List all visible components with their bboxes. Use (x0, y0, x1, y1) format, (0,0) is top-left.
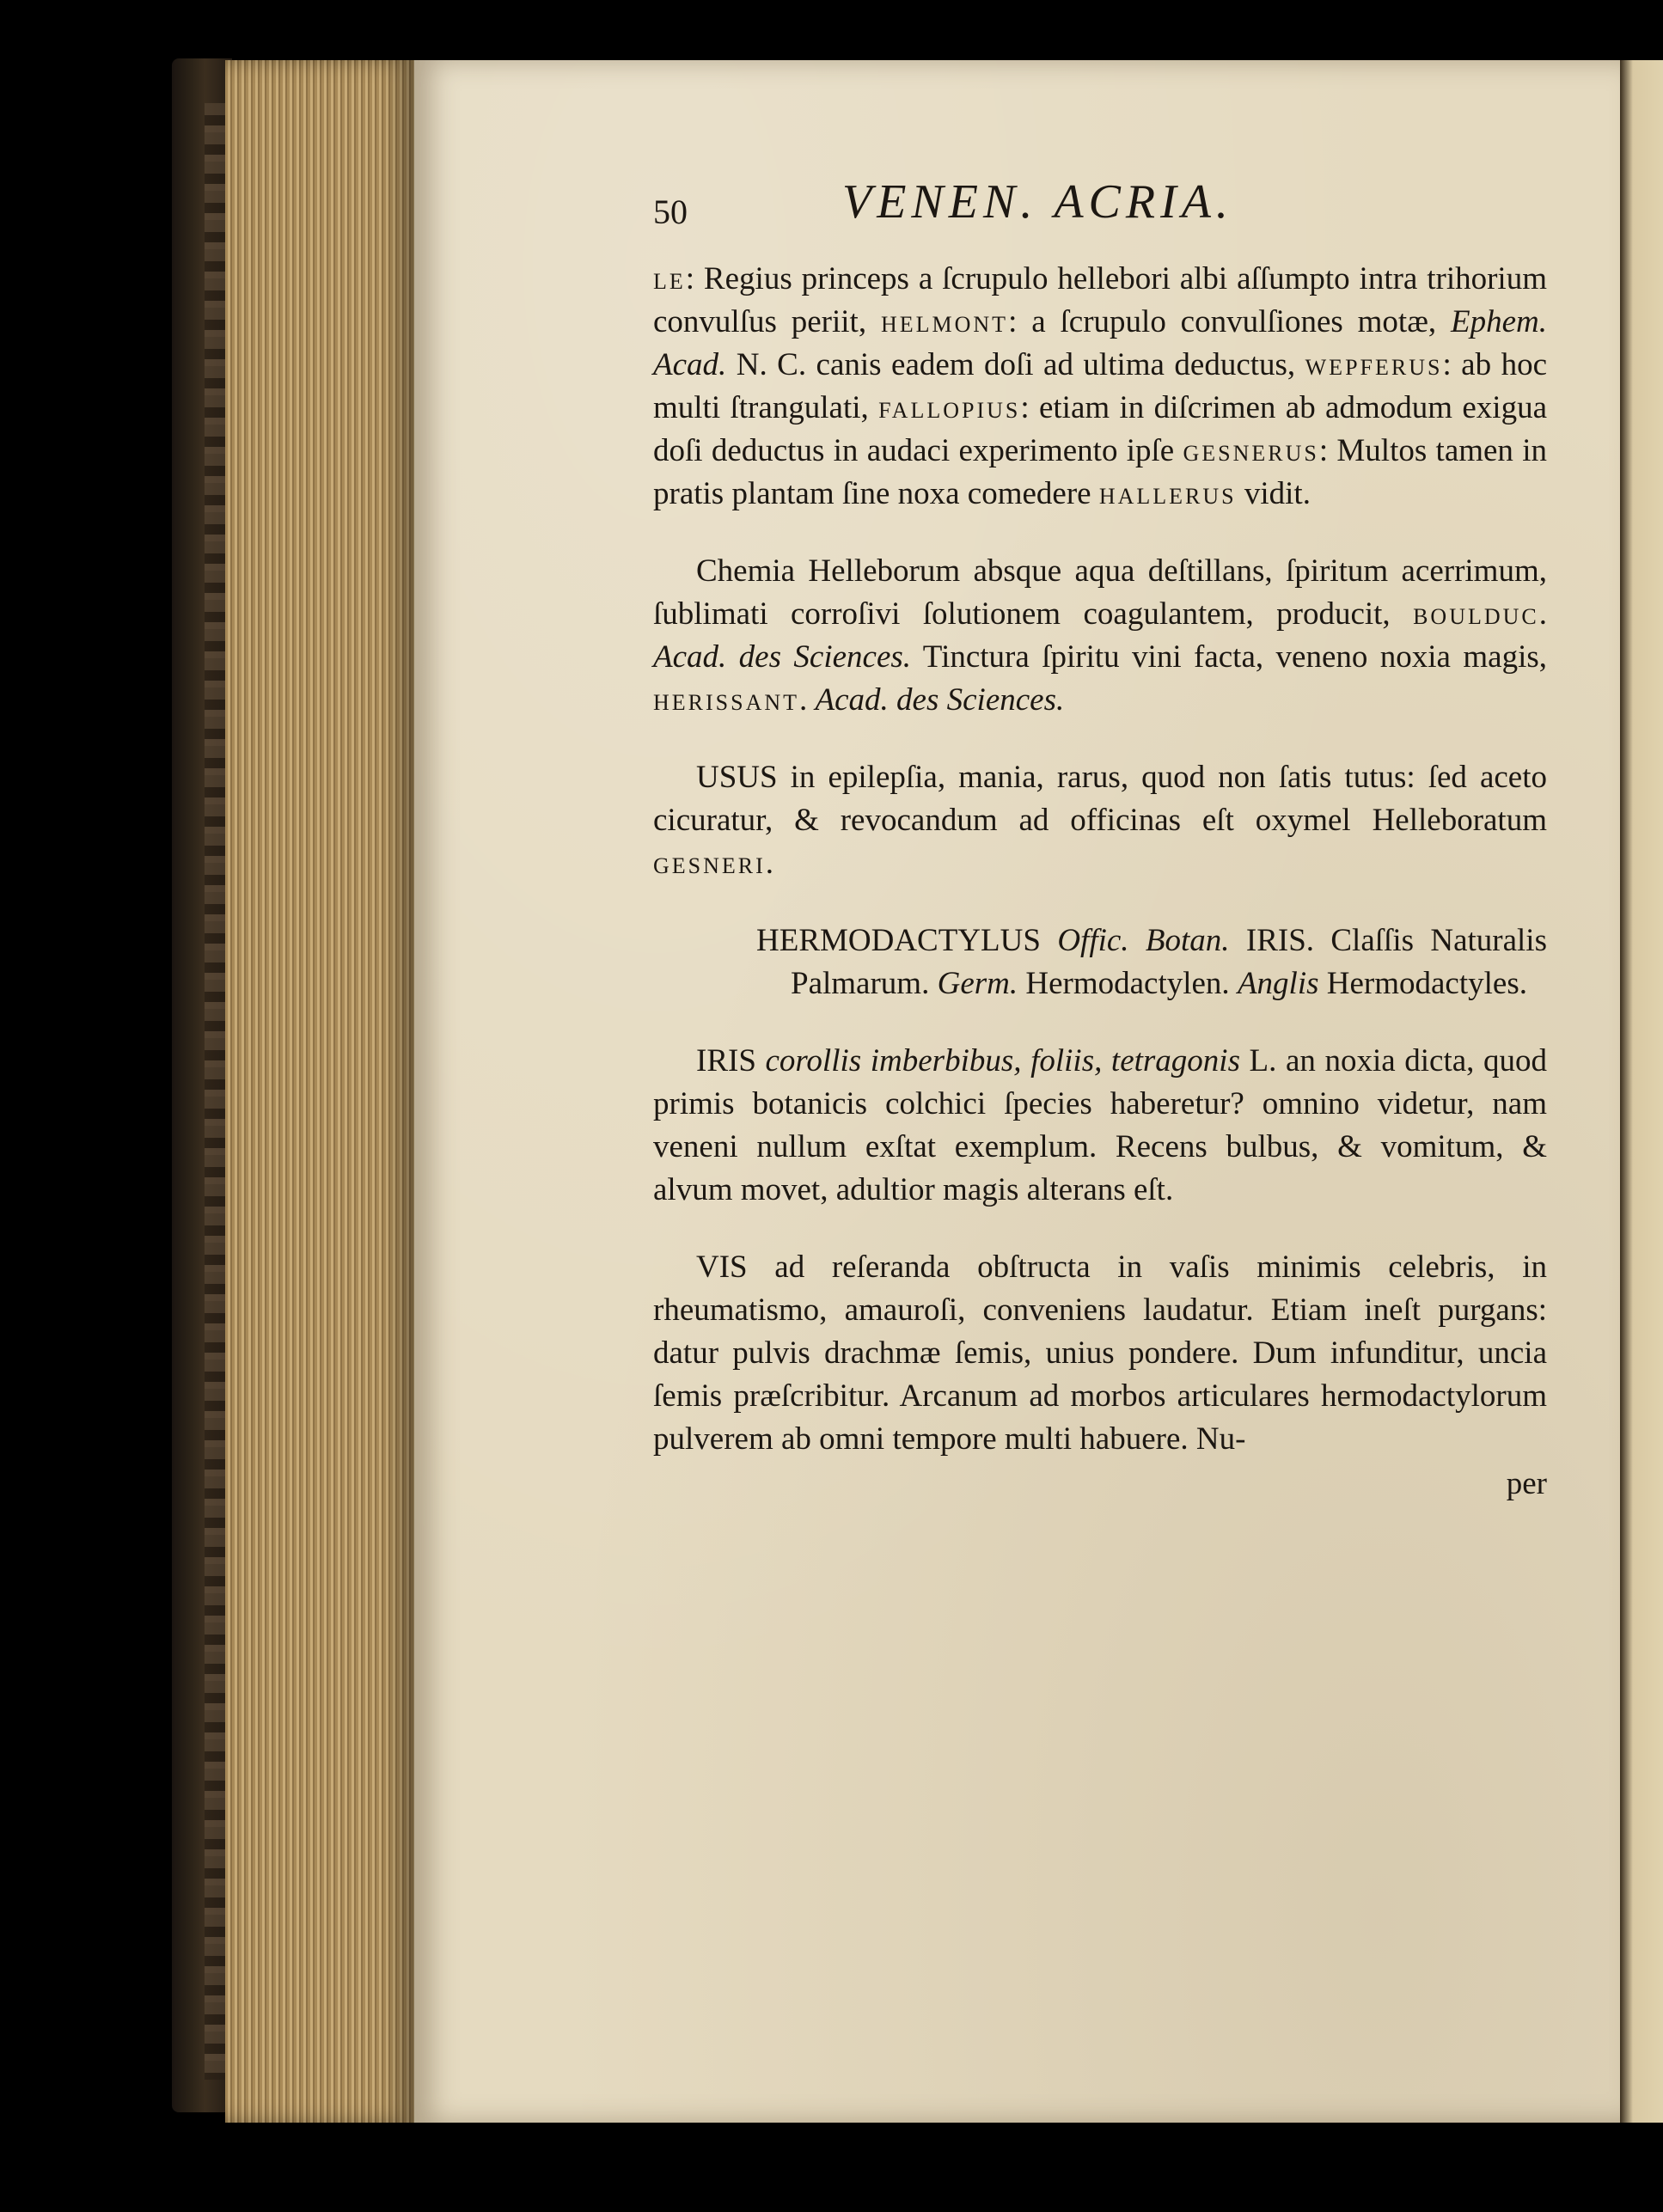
text-run: : etiam in diſcrimen ab admodum exigua doſi deductus in audaci experimento ipſe (653, 390, 1547, 468)
text-run: : a ſcrupulo convulſiones motæ, (1008, 304, 1452, 339)
italic-text: Germ. (937, 966, 1018, 1001)
small-caps-name: le (653, 261, 686, 296)
italic-text: Anglis (1237, 966, 1319, 1001)
text-run: HERMODACTYLUS (756, 923, 1058, 958)
paragraph-usus (653, 756, 1547, 885)
text-run: VIS ad reſeranda obſtructa in vaſis minimis celebris, in rheumatismo, amauroſi, conveniens laudatur. Etiam ineſt purgans: datur pulvis drachmæ ſemis, unius pondere. Dum infunditur, uncia ſemis præſcribitur. Arcanum ad morbos articulares hermodactylorum pulverem ab omni tempore multi habuere. Nu- (653, 1250, 1547, 1457)
small-caps-name: wepferus (1305, 347, 1443, 382)
text-run: Hermodactylen. (1018, 966, 1238, 1001)
text-run: . (765, 846, 774, 881)
page-edges (225, 60, 414, 2123)
text-run: . (1538, 596, 1547, 632)
facing-page-edge (1620, 60, 1663, 2123)
italic-text: Acad. des Sciences. (815, 682, 1065, 718)
text-run: Tinctura ſpiritu vini facta, veneno noxia magis, (911, 639, 1548, 675)
text-run: : Regius princeps a ſcrupulo hellebori albi aſſumpto intra trihorium convulſus periit, (653, 261, 1547, 339)
small-caps-name: gesnerus (1183, 433, 1319, 468)
small-caps-name: hallerus (1098, 476, 1237, 511)
small-caps-name: boulduc (1413, 596, 1539, 632)
running-head: VENEN. ACRIA. (842, 175, 1233, 229)
text-run: vidit. (1236, 476, 1311, 511)
entry-heading-hermodactylus (688, 920, 1547, 1005)
italic-text: Offic. Botan. (1057, 923, 1230, 958)
page-number: 50 (653, 192, 688, 231)
text-run: L. an noxia dicta, quod primis botanicis colchici ſpecies haberetur? omnino videtur, nam veneni nullum exſtat exemplum. Recens bulbus, & vomitum, & alvum movet, adultior magis alterans eſt. (653, 1043, 1547, 1207)
text-run: . (799, 682, 816, 718)
text-run: N. C. canis eadem doſi ad ultima deductus, (726, 347, 1305, 382)
text-run: Hermodactyles. (1318, 966, 1527, 1001)
paragraph-chemia (653, 550, 1547, 722)
small-caps-name: gesneri (653, 846, 766, 881)
small-caps-name: fallopius (878, 390, 1021, 425)
paragraph-vis (653, 1246, 1547, 1461)
italic-text: corollis imberbibus, foliis, tetragonis (765, 1043, 1240, 1079)
catchword: per (1506, 1466, 1547, 1501)
text-run: : Multos tamen in pratis plantam ſine noxa comedere (653, 433, 1547, 511)
text-run: : ab hoc multi ſtrangulati, (653, 347, 1547, 425)
text-run: IRIS. Claſſis Naturalis Palmarum. (791, 923, 1547, 1001)
text-run: Chemia Helleborum absque aqua deſtillans, ſpiritum acerrimum, ſublimati corroſivi ſolutionem coagulantem, producit, (653, 553, 1547, 632)
page-header (653, 175, 1547, 249)
text-run: USUS in epilepſia, mania, rarus, quod non ſatis tutus: ſed aceto cicuratur, & revocandum ad officinas eſt oxymel Helleboratum (653, 760, 1547, 838)
text-run: IRIS (696, 1043, 766, 1079)
italic-text: Ephem. Acad. (653, 304, 1548, 382)
paragraph-helleborus-cases (653, 258, 1547, 516)
spine-texture (205, 103, 225, 2080)
small-caps-name: herissant (653, 682, 800, 718)
page-text (653, 175, 1548, 1506)
italic-text: Acad. des Sciences. (653, 639, 912, 675)
small-caps-name: helmont (880, 304, 1009, 339)
paragraph-iris (653, 1040, 1547, 1212)
